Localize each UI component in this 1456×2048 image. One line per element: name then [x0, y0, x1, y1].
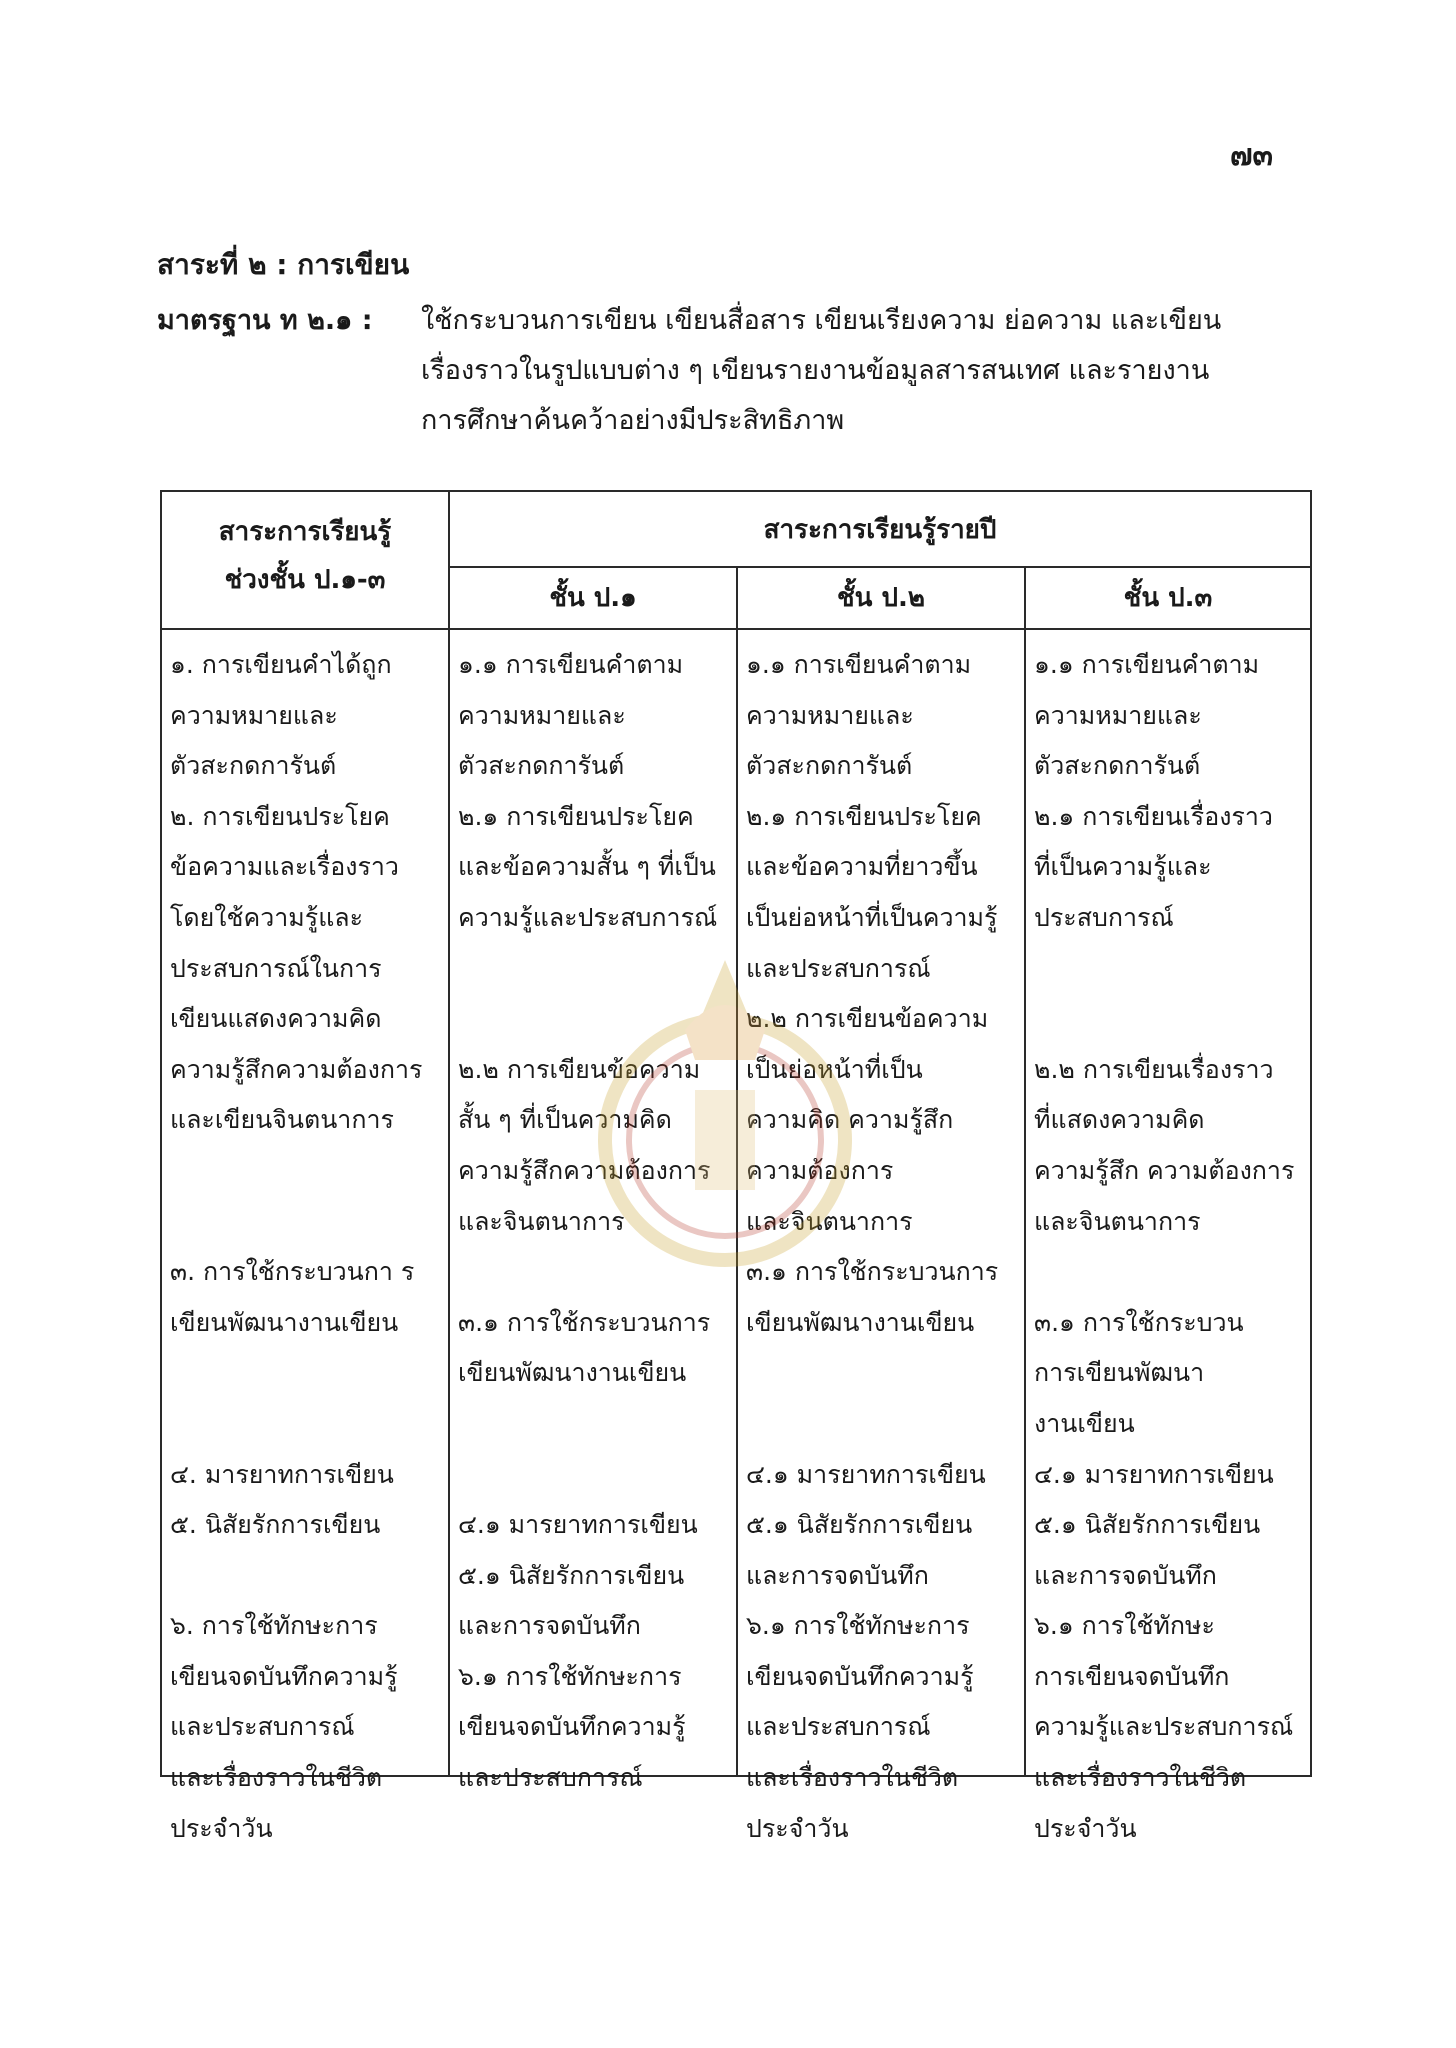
standard-line: การศึกษาค้นคว้าอย่างมีประสิทธิภาพ	[421, 405, 845, 436]
range-content: ๑. การเขียนคำได้ถูก ความหมายและ ตัวสะกดการันต์ ๒. การเขียนประโยค ข้อความและเรื่องราว โดยใช้ความรู้และ ประสบการณ์ในการ เขียนแสดงความคิด ความรู้สึกความต้องการ และเขียนจินตนาการ ๓. การใช้กระบวนกา ร เขียนพัฒนางานเขียน ๔. มารยาทการเขียน ๕. นิสัยรักการเขียน ๖. การใช้ทักษะการ เขียนจดบันทึกความรู้ และประสบการณ์ และเรื่องราวในชีวิต ประจำวัน	[170, 650, 423, 1843]
p1-content: ๑.๑ การเขียนคำตาม ความหมายและ ตัวสะกดการันต์ ๒.๑ การเขียนประโยค และข้อความสั้น ๆ ที่เป็น ความรู้และประสบการณ์ ๒.๒ การเขียนข้อความ สั้น ๆ ที่เป็นความคิด ความรู้สึกความต้องการ และจินตนาการ ๓.๑ การใช้กระบวนการ เขียนพัฒนางานเขียน ๔.๑ มารยาทการเขียน ๕.๑ นิสัยรักการเขียน และการจดบันทึก ๖.๑ การใช้ทักษะการ เขียนจดบันทึกความรู้ และประสบการณ์	[458, 650, 718, 1793]
table-divider	[1024, 566, 1026, 1775]
standard-label: มาตรฐาน ท ๒.๑ :	[157, 305, 373, 336]
header-yearly: สาระการเรียนรู้รายปี	[763, 515, 997, 545]
strand-heading: สาระที่ ๒ : การเขียน	[157, 248, 410, 281]
column-range	[170, 640, 446, 1854]
emblem-watermark	[575, 940, 875, 1280]
standard-block	[157, 296, 1307, 446]
table-divider	[448, 492, 450, 1775]
header-grade-p1: ชั้น ป.๑	[549, 583, 637, 613]
standard-line: เรื่องราวในรูปแบบต่าง ๆ เขียนรายงานข้อมูลสารสนเทศ และรายงาน	[421, 355, 1210, 386]
p2-content: ๑.๑ การเขียนคำตาม ความหมายและ ตัวสะกดการันต์ ๒.๑ การเขียนประโยค และข้อความที่ยาวขึ้น เป็นย่อหน้าที่เป็นความรู้ และประสบการณ์ ๒.๒ การเขียนข้อความ เป็นย่อหน้าที่เป็น ความคิด ความรู้สึก ความต้องการ และจินตนาการ ๓.๑ การใช้กระบวนการ เขียนพัฒนางานเขียน ๔.๑ มารยาทการเขียน ๕.๑ นิสัยรักการเขียน และการจดบันทึก ๖.๑ การใช้ทักษะการ เขียนจดบันทึกความรู้ และประสบการณ์ และเรื่องราวในชีวิต ประจำวัน	[746, 650, 999, 1843]
header-grade-p3: ชั้น ป.๓	[1123, 583, 1213, 613]
header-range: สาระการเรียนรู้ ช่วงชั้น ป.๑-๓	[218, 517, 392, 595]
standard-line: ใช้กระบวนการเขียน เขียนสื่อสาร เขียนเรียงความ ย่อความ และเขียน	[421, 305, 1222, 336]
table-divider	[162, 628, 1310, 630]
header-grade-p2: ชั้น ป.๒	[837, 583, 925, 613]
column-p3	[1034, 640, 1306, 1854]
p3-content: ๑.๑ การเขียนคำตาม ความหมายและ ตัวสะกดการันต์ ๒.๑ การเขียนเรื่องราว ที่เป็นความรู้และ ประสบการณ์ ๒.๒ การเขียนเรื่องราว ที่แสดงความคิด ความรู้สึก ความต้องการ และจินตนาการ ๓.๑ การใช้กระบวน การเขียนพัฒนา งานเขียน ๔.๑ มารยาทการเขียน ๕.๑ นิสัยรักการเขียน และการจดบันทึก ๖.๑ การใช้ทักษะ การเขียนจดบันทึก ความรู้และประสบการณ์ และเรื่องราวในชีวิต ประจำวัน	[1034, 650, 1295, 1843]
table-divider	[450, 566, 1310, 568]
page-number: ๗๓	[1230, 138, 1274, 173]
standard-text	[421, 296, 1307, 446]
